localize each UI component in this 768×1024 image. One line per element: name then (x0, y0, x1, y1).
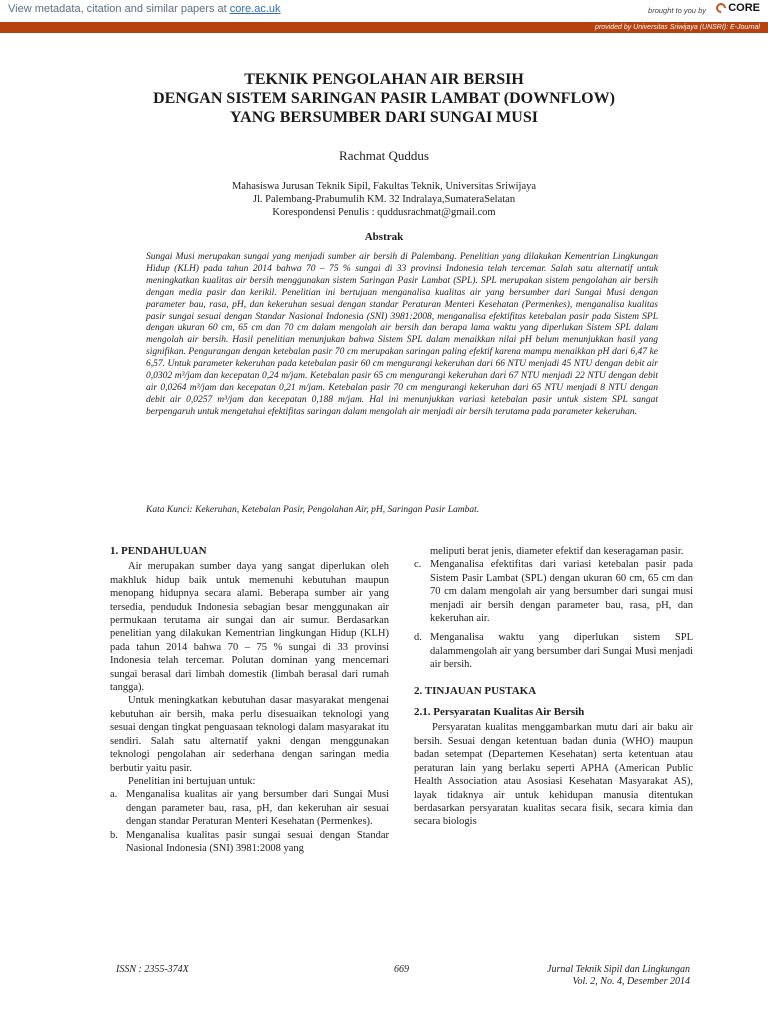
core-logo[interactable] (716, 2, 760, 14)
list-item (414, 631, 693, 671)
title-line: YANG BERSUMBER DARI SUNGAI MUSI (230, 109, 538, 126)
paragraph: Penelitian ini bertujuan untuk: (128, 775, 256, 787)
core-provided-text[interactable]: provided by Universitas Sriwijaya (UNSRI): E-Journal (595, 24, 760, 31)
list-text: Menganalisa kualitas air yang bersumber dari Sungai Musi dengan parameter bau, rasa, pH, dan kekeruhan air sesuai dengan standar Peraturan Menteri Kesehatan (Permenkes). (126, 789, 389, 828)
core-provider-bar (0, 22, 768, 33)
title-line: DENGAN SISTEM SARINGAN PASIR LAMBAT (DOWNFLOW) (153, 90, 615, 107)
subsection-heading: 2.1. Persyaratan Kualitas Air Bersih (414, 706, 585, 719)
footer-journal-name: Jurnal Teknik Sipil dan Lingkungan (547, 964, 690, 975)
affiliation-line: Korespondensi Penulis : quddusrachmat@gmail.com (272, 207, 496, 218)
list-item (110, 788, 389, 828)
abstract-body: Sungai Musi merupakan sungai yang menjadi sumber air bersih di Palembang. Penelitian yang dilakukan Kementrian Lingkungan Hidup (KLH) pada tahun 2014 bahwa 70 – 75 % sungai di 33 provinsi Indonesia telah tercemar. Salah satu alternatif untuk meningkatkan kualitas air bersih menggunakan sistem Saringan Pasir Lambat (SPL). SPL merupakan sistem pengolahan air bersih dengan media pasir dan kerikil. Penelitian ini bertujuan menganalisa kualitas air yang bersumber dari Sungai Musi dengan parameter bau, rasa, pH, dan kekeruhan sesuai dengan standar Peraturan Menteri Kesehatan (Permenkes), menganalisa kualitas pasir sungai sesuai dengan Standar Nasional Indonesia (SNI) 3981:2008, menganalisa efektifitas ketebalan pasir pada Sistem SPL dengan ukuran 60 cm, 65 cm dan 70 cm dalam mengolah air bersih dan berapa lama waktu yang diperlukan Sistem SPL dalam mengolah air bersih. Hasil penelitian menunjukan bahwa Sistem SPL dalam menaikkan nilai pH belum menunjukkan hasil yang signifikan. Pengurangan dengan ketebalan pasir 70 cm merupakan saringan paling efektif karena mampu menaikkan pH dari 6,47 ke 6,57. Untuk parameter kekeruhan pada ketebalan pasir 60 cm mengurangi kekeruhan dari 66 NTU menjadi 45 NTU dengan debit air 0,0302 m³/jam dan kecepatan 0,24 m/jam. Ketebalan pasir 65 cm mengurangi kekeruhan dari 67 NTU menjadi 22 NTU dengan debit air 0,0264 m³/jam dan kecepatan 0,21 m/jam. Ketebalan pasir 70 cm mengurangi kekeruhan dari 65 NTU menjadi 8 NTU dengan debit air 0,0257 m³/jam dan kecepatan 0,188 m/jam. Hal ini menunjukkan variasi ketebalan pasir untuk sistem SPL sangat berpengaruh untuk mengetahui efektifitas saringan dalam mengolah air menjadi air bersih terutama pada parameter kekeruhan. (146, 252, 658, 417)
footer-page-number: 669 (394, 964, 409, 975)
paragraph: Air merupakan sumber daya yang sangat diperlukan oleh makhluk hidup baik untuk memenuhi kebutuhan maupun menopang hidupnya secara alami. Beberapa sumber air yang tersedia, penduduk Indonesia sebagian besar menggunakan air permukaan terutama air sungai dan air sumur. Berdasarkan penelitian yang dilakukan Kementrian lingkungan Hidup (KLH) pada tahun 2014 bahwa 70 – 75 % sungai di 33 provinsi Indonesia telah tercemar. Polutan dominan yang mencemari sungai berasal dari limbah domestik (limbah berasal dari rumah tangga). (110, 561, 389, 694)
paper-affiliation (0, 180, 768, 219)
right-column (414, 545, 693, 829)
affiliation-line: Jl. Palembang-Prabumulih KM. 32 Indralaya,SumateraSelatan (252, 194, 516, 205)
core-logo-icon (714, 1, 728, 15)
list-marker: d. (414, 632, 422, 644)
paragraph: Untuk meningkatkan kebutuhan dasar masyarakat mengenai kebutuhan air bersih, maka perlu disesuaikan teknologi yang sesuai dengan tingkat penguasaan teknologi dalam masyarakat itu sendiri. Salah satu alternatif yakni dengan menggunakan teknologi pengolahan air sederhana dengan saringan media berbutir yaitu pasir. (110, 695, 389, 774)
footer-journal (547, 964, 690, 988)
section-heading: 2. TINJAUAN PUSTAKA (414, 684, 537, 697)
footer-volume: Vol. 2, No. 4, Desember 2014 (572, 976, 690, 987)
list-text: Menganalisa kualitas pasir sungai sesuai dengan Standar Nasional Indonesia (SNI) 3981:2008 yang (126, 829, 389, 854)
core-view-text: View metadata, citation and similar papers at (8, 3, 230, 15)
list-item (414, 558, 693, 625)
paper-title (0, 70, 768, 127)
core-banner (0, 0, 768, 22)
paper-author: Rachmat Quddus (339, 148, 429, 163)
list-marker: c. (414, 559, 422, 571)
core-logo-text: CORE (728, 2, 760, 14)
list-text: Menganalisa efektifitas dari variasi ketebalan pasir pada Sistem Pasir Lambat (SPL) dengan ukuran 60 cm, 65 cm dan 70 cm dalam mengolah air yang bersumber dari sungai musi menjadi air bersih dengan parameter bau, rasa, pH, dan kekeruhan air. (430, 559, 693, 625)
section-heading: 1. PENDAHULUAN (110, 545, 207, 557)
core-link[interactable]: core.ac.uk (229, 3, 281, 15)
abstract-heading: Abstrak (364, 231, 404, 243)
objectives-list-continued (414, 558, 693, 671)
list-item (110, 829, 389, 856)
list-marker: b. (110, 829, 118, 841)
keywords: Kata Kunci: Kekeruhan, Ketebalan Pasir, Pengolahan Air, pH, Saringan Pasir Lambat. (146, 505, 480, 515)
left-column (110, 545, 389, 855)
affiliation-line: Mahasiswa Jurusan Teknik Sipil, Fakultas Teknik, Universitas Sriwijaya (231, 181, 537, 192)
title-line: TEKNIK PENGOLAHAN AIR BERSIH (244, 71, 524, 88)
objectives-list (110, 788, 389, 855)
core-metadata-line (8, 3, 281, 15)
core-brought-text: brought to you by (648, 6, 706, 15)
list-marker: a. (110, 789, 118, 801)
page-footer (0, 964, 768, 994)
footer-issn: ISSN : 2355-374X (116, 964, 189, 975)
list-text: Menganalisa waktu yang diperlukan sistem SPL dalammengolah air yang bersumber dari Sungai Musi menjadi air bersih. (430, 632, 693, 671)
paragraph: Persyaratan kualitas menggambarkan mutu dari air baku air bersih. Sesuai dengan ketentuan badan dunia (WHO) maupun badan setempat (Departemen Kesehatan) serta ketentuan atau peraturan lain yang berlaku seperti APHA (American Public Health Association atau Asosiasi Kesehatan Masyarakat AS), layak tidaknya air untuk kehidupan manusia ditentukan berdasarkan persyaratan kualitas secara fisik, secara kimia dan secara biologis (414, 722, 693, 828)
list-continuation: meliputi berat jenis, diameter efektif dan keseragaman pasir. (430, 546, 684, 557)
